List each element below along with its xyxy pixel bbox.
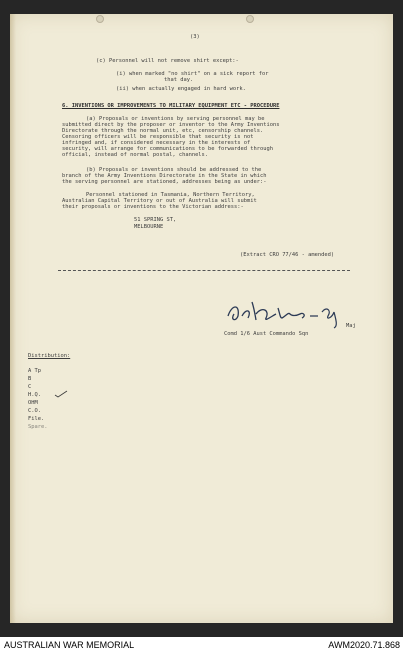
distribution-item: C (28, 384, 32, 390)
distribution-item: File. (28, 416, 45, 422)
address-line: MELBOURNE (134, 224, 164, 230)
para-a-line: Directorate through the normal unit, etc, censorship channels. (62, 128, 264, 134)
para-a-line: (a) Proposals or inventions by serving personnel may be (86, 116, 265, 122)
para-a-line: security, will arrange for communications to be forwarded through (62, 146, 273, 152)
distribution-item: B (28, 376, 32, 382)
para-a-line: submitted direct by the proposer or inventor to the Army Inventions (62, 122, 280, 128)
document-page (10, 14, 393, 623)
item-c-i-cont: that day. (164, 77, 194, 83)
item-c-i: (i) when marked "no shirt" on a sick report for (116, 71, 269, 77)
distribution-item: Spare. (28, 424, 48, 430)
signature-rank: Maj (346, 323, 356, 329)
extract-reference: (Extract CRO 77/46 - amended) (240, 252, 335, 258)
punch-hole (96, 15, 104, 23)
paper-edge-stain (10, 14, 16, 623)
archive-footer (0, 637, 403, 653)
signature-role: Comd 1/6 Aust Commando Sqn (224, 331, 309, 337)
para-a-line: infringed and, if considered necessary in the interests of (62, 140, 251, 146)
para-a-line: Censoring officers will be responsible that security is not (62, 134, 254, 140)
para-c-line: Personnel stationed in Tasmania, Northern Territory, (86, 192, 255, 198)
footer-source: AUSTRALIAN WAR MEMORIAL (4, 640, 135, 650)
section-6-title: 6. INVENTIONS OR IMPROVEMENTS TO MILITARY EQUIPMENT ETC - PROCEDURE (62, 103, 280, 109)
handwritten-signature (222, 294, 352, 330)
para-a-line: official, instead of normal postal, channels. (62, 152, 209, 158)
distribution-item: H.Q. (28, 392, 41, 398)
punch-hole (246, 15, 254, 23)
page-number: (3) (190, 34, 200, 40)
distribution-heading: Distribution: (28, 353, 71, 359)
para-b-line: the serving personnel are stationed, addresses being as under:- (62, 179, 267, 185)
para-b-line: branch of the Army Inventions Directorate in the State in which (62, 173, 267, 179)
para-c-line: their proposals or inventions to the Victorian address:- (62, 204, 244, 210)
address-line: 51 SPRING ST, (134, 217, 177, 223)
footer-accession-number: AWM2020.71.868 (328, 640, 400, 650)
distribution-item: C.O. (28, 408, 41, 414)
item-c: (c) Personnel will not remove shirt except:- (96, 58, 239, 64)
distribution-item: A Tp (28, 368, 41, 374)
item-c-ii: (ii) when actually engaged in hard work. (116, 86, 246, 92)
para-b-line: (b) Proposals or inventions should be addressed to the (86, 167, 262, 173)
distribution-item: OHM (28, 400, 38, 406)
section-divider (58, 270, 350, 271)
tick-mark-icon (54, 390, 68, 398)
para-c-line: Australian Capital Territory or out of Australia will submit (62, 198, 257, 204)
